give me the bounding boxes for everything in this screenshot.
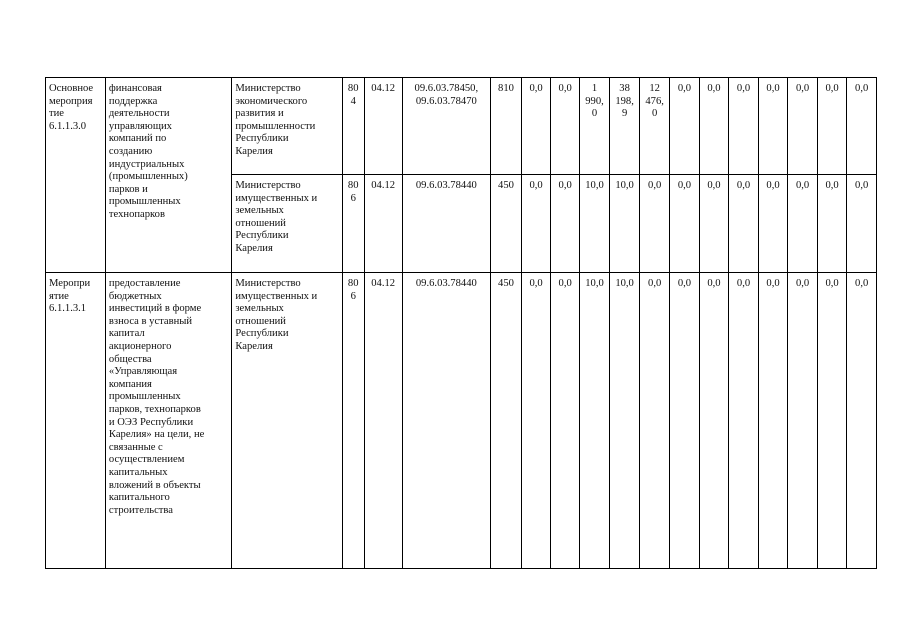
value-cell: 12 476, 0 — [640, 78, 670, 175]
value-cell: 0,0 — [847, 78, 877, 175]
value-cell: 0,0 — [817, 273, 847, 569]
value-cell: 38 198, 9 — [610, 78, 640, 175]
vr-cell: 450 — [491, 273, 522, 569]
value-cell: 0,0 — [729, 175, 759, 273]
value-cell: 0,0 — [670, 78, 700, 175]
value-cell: 0,0 — [817, 78, 847, 175]
csr-cell: 09.6.03.78440 — [402, 175, 491, 273]
value-cell: 0,0 — [788, 78, 818, 175]
measure-code-cell: Меропри ятие 6.1.1.3.1 — [46, 273, 106, 569]
value-cell: 0,0 — [699, 273, 729, 569]
csr-cell: 09.6.03.78450, 09.6.03.78470 — [402, 78, 491, 175]
value-cell: 0,0 — [670, 175, 700, 273]
csr-cell: 09.6.03.78440 — [402, 273, 491, 569]
executor-cell: Министерство имущественных и земельных отношений Республики Карелия — [232, 273, 342, 569]
vr-cell: 810 — [491, 78, 522, 175]
value-cell: 10,0 — [580, 273, 610, 569]
value-cell: 0,0 — [551, 78, 580, 175]
value-cell: 10,0 — [610, 175, 640, 273]
rzpr-cell: 04.12 — [364, 273, 402, 569]
measure-code-cell: Основное мероприя тие 6.1.1.3.0 — [46, 78, 106, 273]
grbs-cell: 80 6 — [342, 273, 364, 569]
value-cell: 10,0 — [580, 175, 610, 273]
measure-name-cell: финансовая поддержка деятельности управляющих компаний по созданию индустриальных (промышленных) парков и промышленных технопарков — [105, 78, 231, 273]
vr-cell: 450 — [491, 175, 522, 273]
value-cell: 0,0 — [758, 273, 788, 569]
value-cell: 0,0 — [817, 175, 847, 273]
grbs-cell: 80 6 — [342, 175, 364, 273]
value-cell: 0,0 — [521, 78, 551, 175]
value-cell: 0,0 — [788, 175, 818, 273]
value-cell: 0,0 — [551, 273, 580, 569]
value-cell: 0,0 — [699, 175, 729, 273]
value-cell: 0,0 — [521, 273, 551, 569]
value-cell: 0,0 — [847, 175, 877, 273]
value-cell: 0,0 — [640, 175, 670, 273]
value-cell: 0,0 — [521, 175, 551, 273]
grbs-cell: 80 4 — [342, 78, 364, 175]
rzpr-cell: 04.12 — [364, 78, 402, 175]
value-cell: 0,0 — [758, 175, 788, 273]
rzpr-cell: 04.12 — [364, 175, 402, 273]
budget-table-page — [45, 77, 905, 569]
table-row — [46, 78, 905, 175]
value-cell: 1 990, 0 — [580, 78, 610, 175]
measure-name-cell: предоставление бюджетных инвестиций в форме взноса в уставный капитал акционерного общества «Управляющая компания промышленных парков, технопарков и ОЭЗ Республики Карелия» на цели, не связанные с осуществлением капитальных вложений в объекты капитального строительства — [105, 273, 231, 569]
executor-cell: Министерство имущественных и земельных отношений Республики Карелия — [232, 175, 342, 273]
value-cell: 10,0 — [610, 273, 640, 569]
budget-table — [45, 77, 905, 569]
value-cell: 0,0 — [758, 78, 788, 175]
value-cell: 0,0 — [847, 273, 877, 569]
value-cell: 0,0 — [788, 273, 818, 569]
value-cell: 0,0 — [729, 273, 759, 569]
value-cell: 0,0 — [699, 78, 729, 175]
value-cell: 0,0 — [670, 273, 700, 569]
value-cell: 0,0 — [551, 175, 580, 273]
value-cell: 0,0 — [729, 78, 759, 175]
executor-cell: Министерство экономического развития и промышленности Республики Карелия — [232, 78, 342, 175]
table-row — [46, 273, 905, 569]
value-cell: 0,0 — [640, 273, 670, 569]
